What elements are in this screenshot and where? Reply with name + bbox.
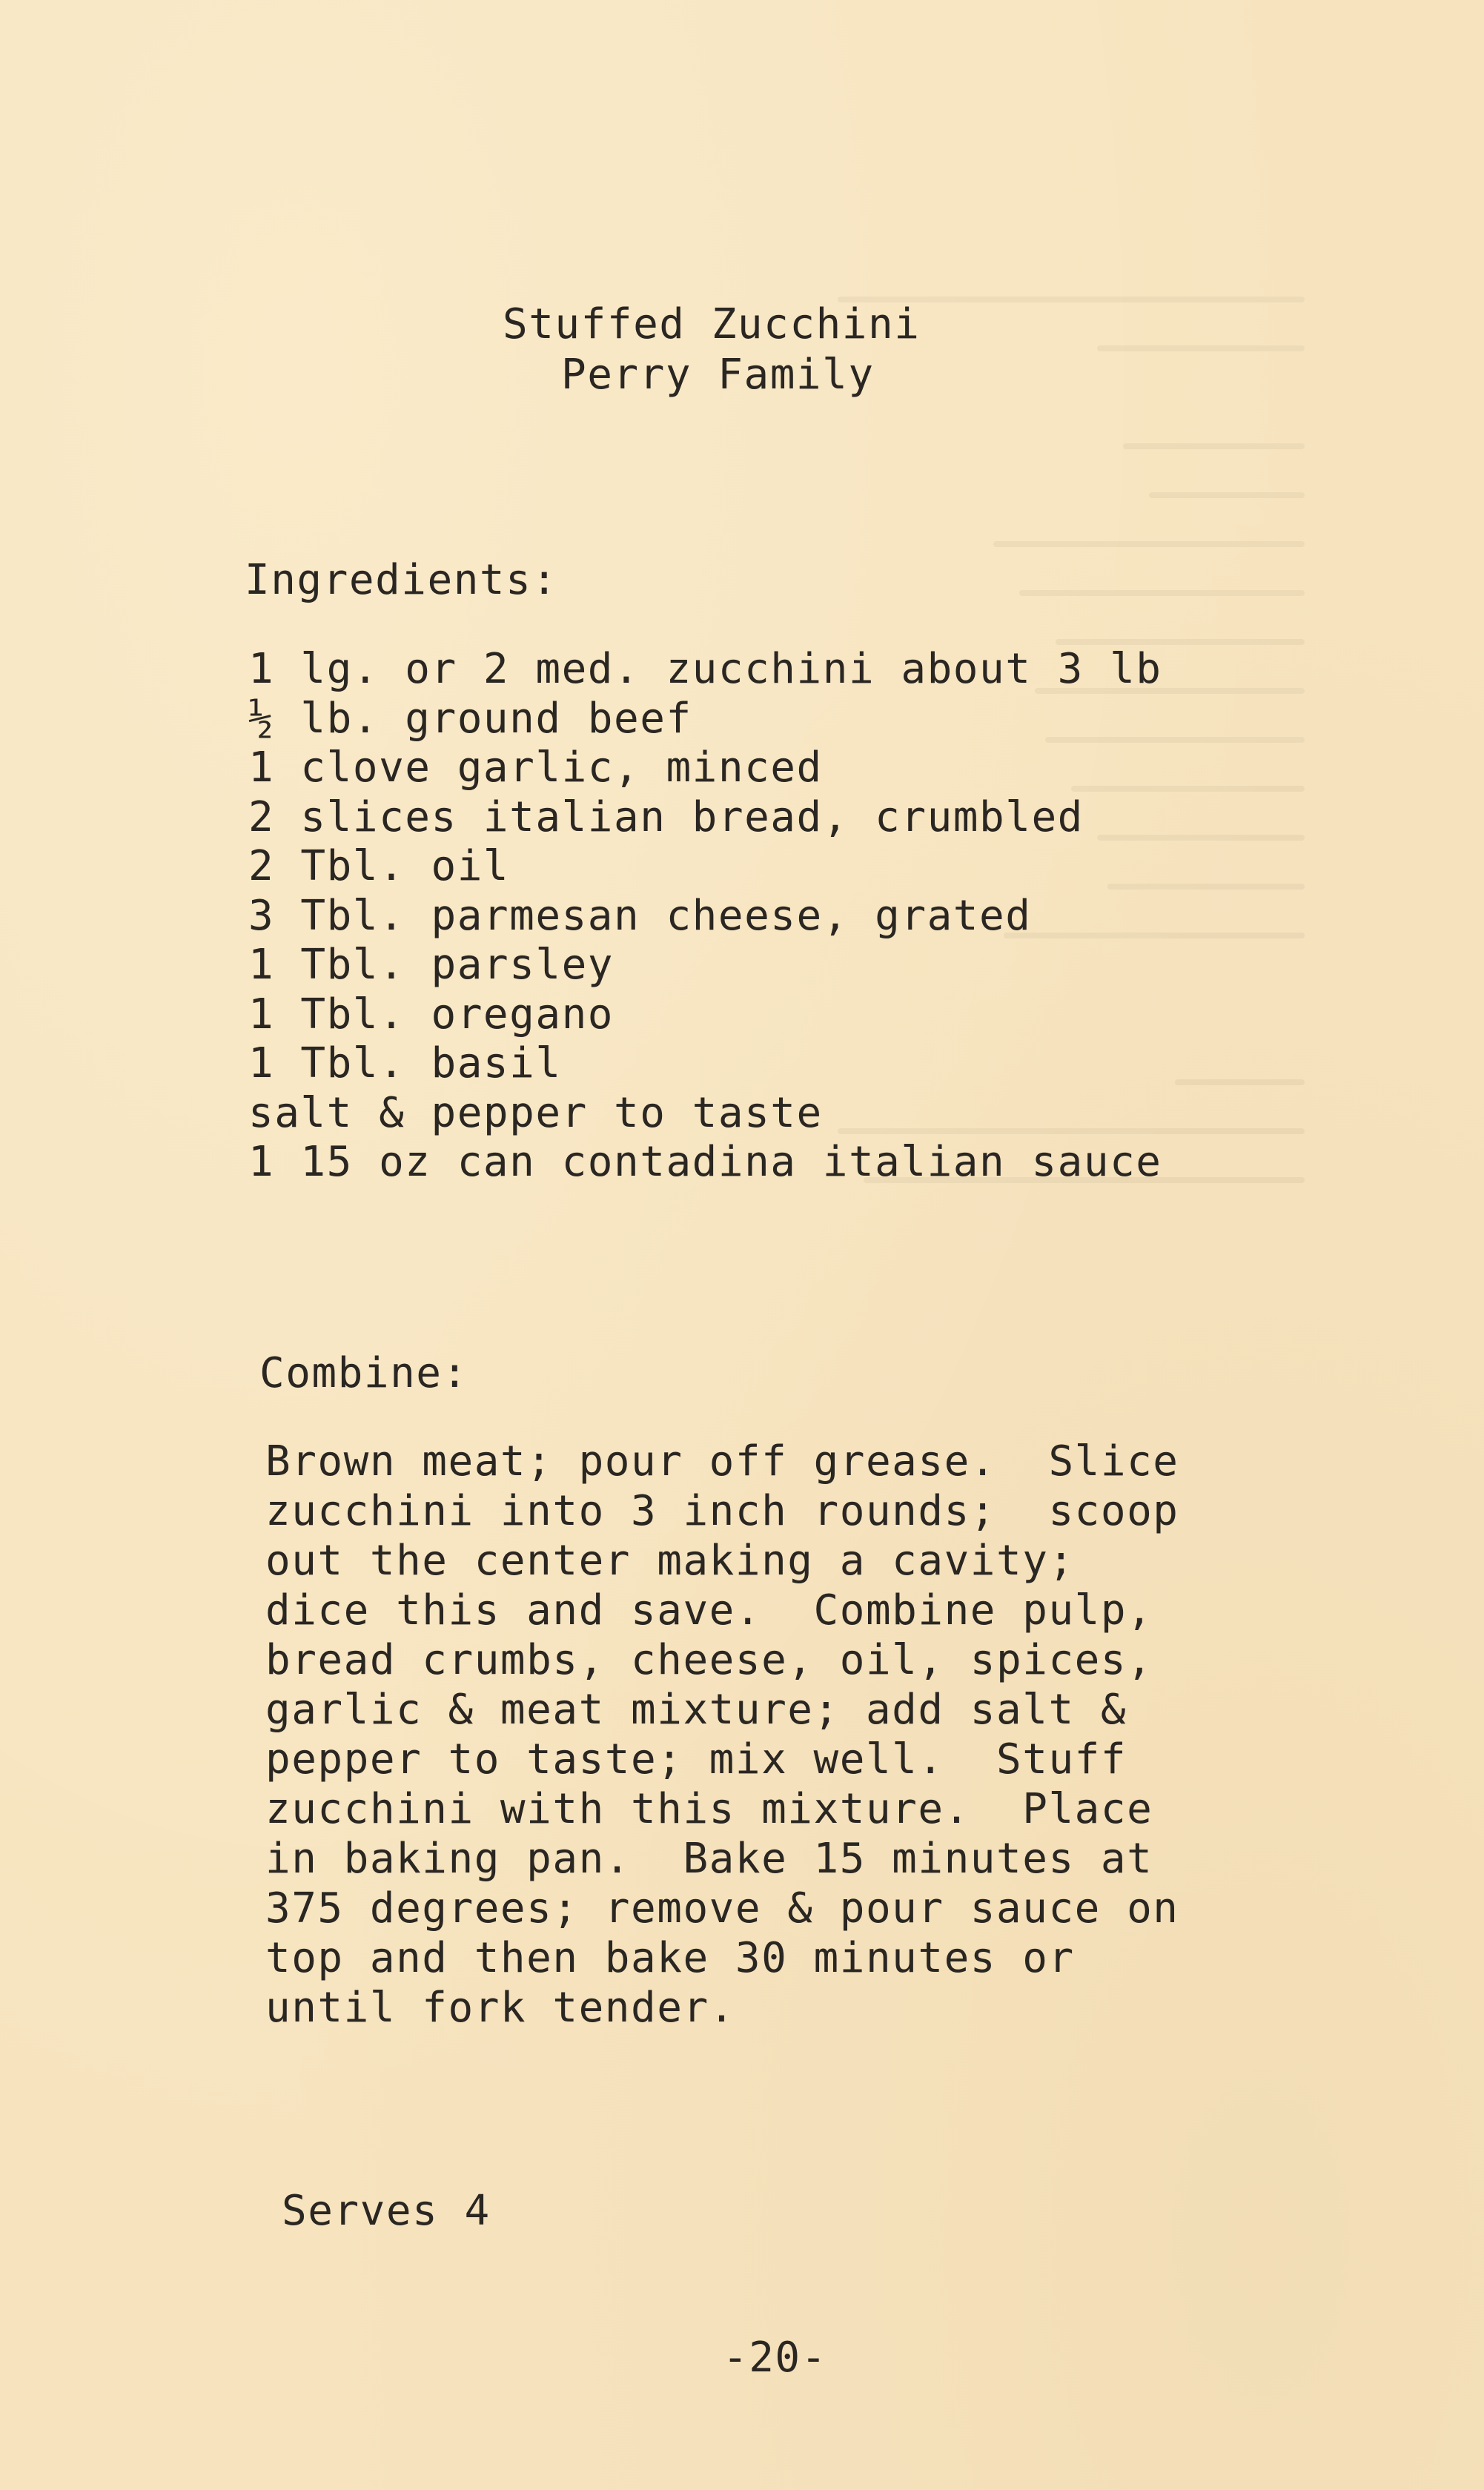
- recipe-title: Stuffed Zucchini: [503, 300, 921, 348]
- instruction-line: pepper to taste; mix well. Stuff: [265, 1735, 1127, 1784]
- instruction-line: 375 degrees; remove & pour sauce on: [265, 1884, 1179, 1933]
- instruction-line: zucchini with this mixture. Place: [265, 1785, 1153, 1833]
- instruction-line: top and then bake 30 minutes or: [265, 1934, 1075, 1982]
- ingredients-list: [248, 645, 1162, 1188]
- instruction-line: Brown meat; pour off grease. Slice: [265, 1437, 1179, 1486]
- recipe-source: Perry Family: [561, 351, 875, 399]
- ingredient-item: ½ lb. ground beef: [248, 694, 692, 743]
- instruction-line: bread crumbs, cheese, oil, spices,: [265, 1636, 1153, 1684]
- instruction-line: zucchini into 3 inch rounds; scoop: [265, 1487, 1179, 1535]
- page-number: -20-: [723, 2334, 827, 2382]
- serves-note: Serves 4: [282, 2187, 491, 2235]
- instruction-line: garlic & meat mixture; add salt &: [265, 1686, 1127, 1734]
- ingredient-item: 2 slices italian bread, crumbled: [248, 792, 1084, 841]
- ingredient-item: 3 Tbl. parmesan cheese, grated: [248, 891, 1032, 940]
- ingredient-item: 1 Tbl. oregano: [248, 990, 615, 1039]
- instruction-line: until fork tender.: [265, 1984, 735, 2032]
- instruction-line: in baking pan. Bake 15 minutes at: [265, 1835, 1153, 1883]
- ingredient-item: 1 15 oz can contadina italian sauce: [248, 1138, 1162, 1186]
- ingredient-item: 1 clove garlic, minced: [248, 744, 823, 792]
- ingredient-item: salt & pepper to taste: [248, 1088, 823, 1137]
- combine-heading: Combine:: [259, 1349, 468, 1397]
- ingredient-item: 1 Tbl. parsley: [248, 941, 615, 989]
- ingredient-item: 2 Tbl. oil: [248, 842, 510, 890]
- ingredient-item: 1 lg. or 2 med. zucchini about 3 lb: [248, 645, 1162, 693]
- instructions-paragraph: [265, 1437, 1179, 2033]
- ingredient-item: 1 Tbl. basil: [248, 1039, 562, 1087]
- instruction-line: out the center making a cavity;: [265, 1537, 1075, 1585]
- instruction-line: dice this and save. Combine pulp,: [265, 1586, 1153, 1635]
- ingredients-heading: Ingredients:: [245, 556, 558, 604]
